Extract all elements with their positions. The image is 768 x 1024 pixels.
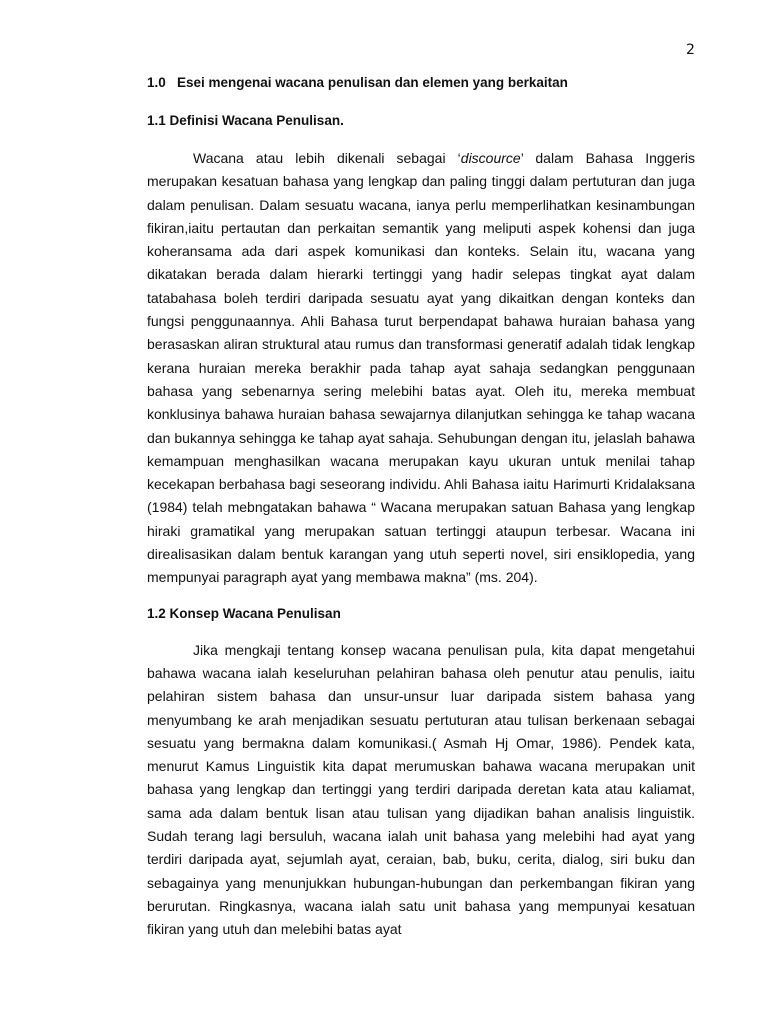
subsection-1-title: 1.1 Definisi Wacana Penulisan. — [147, 113, 344, 128]
document-body — [147, 74, 695, 942]
section-heading — [147, 74, 695, 92]
subsection-2-paragraph: Jika mengkaji tentang konsep wacana penulisan pula, kita dapat mengetahui bahawa wacana ialah keseluruhan pelahiran bahasa oleh penutur atau penulis, iaitu pelahiran sistem bahasa dan unsur-unsur luar daripada sistem bahasa yang menyumbang ke arah menjadikan sesuatu pertuturan atau tulisan berkenaan sebagai sesuatu yang bermakna dalam komunikasi.( Asmah Hj Omar, 1986). Pendek kata, menurut Kamus Linguistik kita dapat merumuskan bahawa wacana merupakan unit bahasa yang lengkap dan tertinggi yang terdiri daripada deretan kata atau kaliamat, sama ada dalam bentuk lisan atau tulisan yang dijadikan bahan analisis linguistik. Sudah terang lagi bersuluh, wacana ialah unit bahasa yang melebihi had ayat yang terdiri daripada ayat, sejumlah ayat, ceraian, bab, buku, cerita, dialog, siri buku dan sebagainya yang menunjukkan hubungan-hubungan dan perkembangan fikiran yang berurutan. Ringkasnya, wacana ialah satu unit bahasa yang mempunyai kesatuan fikiran yang utuh dan melebihi batas ayat — [147, 641, 695, 938]
section-title: Esei mengenai wacana penulisan dan elemen yang berkaitan — [177, 75, 568, 90]
paragraph-text-rest: ’ dalam Bahasa Inggeris merupakan kesatuan bahasa yang lengkap dan paling tinggi dalam pertuturan dan juga dalam penulisan. Dalam sesuatu wacana, ianya perlu memperlihatkan kesinambungan fikiran,iaitu pertautan dan perkaitan semantik yang meliputi aspek kohensi dan juga koheransama ada dari aspek komunikasi dan konteks. Selain itu, wacana yang dikatakan berada dalam hierarki tertinggi yang hadir selepas tingkat ayat dalam tatabahasa boleh terdiri daripada sesuatu ayat yang dikaitkan dengan konteks dan fungsi penggunaannya. Ahli Bahasa turut berpendapat bahawa huraian bahasa yang berasaskan aliran struktural atau rumus dan transformasi generatif adalah tidak lengkap kerana huraian mereka berakhir pada tahap ayat sahaja sedangkan penggunaan bahasa yang sebenarnya sering melebihi batas ayat. Oleh itu, mereka membuat konklusinya bahawa huraian bahasa sewajarnya dilanjutkan sehingga ke tahap wacana dan bukannya sehingga ke tahap ayat sahaja. Sehubungan dengan itu, jelaslah bahawa kemampuan menghasilkan wacana merupakan kayu ukuran untuk menilai tahap kecekapan berbahasa bagi seseorang individu. Ahli Bahasa iaitu Harimurti Kridalaksana (1984) telah mebngatakan bahawa “ Wacana merupakan satuan Bahasa yang lengkap hiraki gramatikal yang merupakan satuan tertinggi ataupun terbesar. Wacana ini direalisasikan dalam bentuk karangan yang utuh seperti novel, siri ensiklopedia, yang mempunyai paragraph ayat yang membawa makna” (ms. 204). — [147, 150, 695, 586]
subsection-1-paragraph — [147, 147, 695, 590]
subsection-2-title: 1.2 Konsep Wacana Penulisan — [147, 605, 341, 621]
paragraph-text-start: Wacana atau lebih dikenali sebagai ‘ — [193, 150, 461, 166]
italic-term: discource — [460, 150, 521, 166]
page-number: 2 — [686, 42, 695, 58]
section-number: 1.0 — [147, 75, 166, 90]
